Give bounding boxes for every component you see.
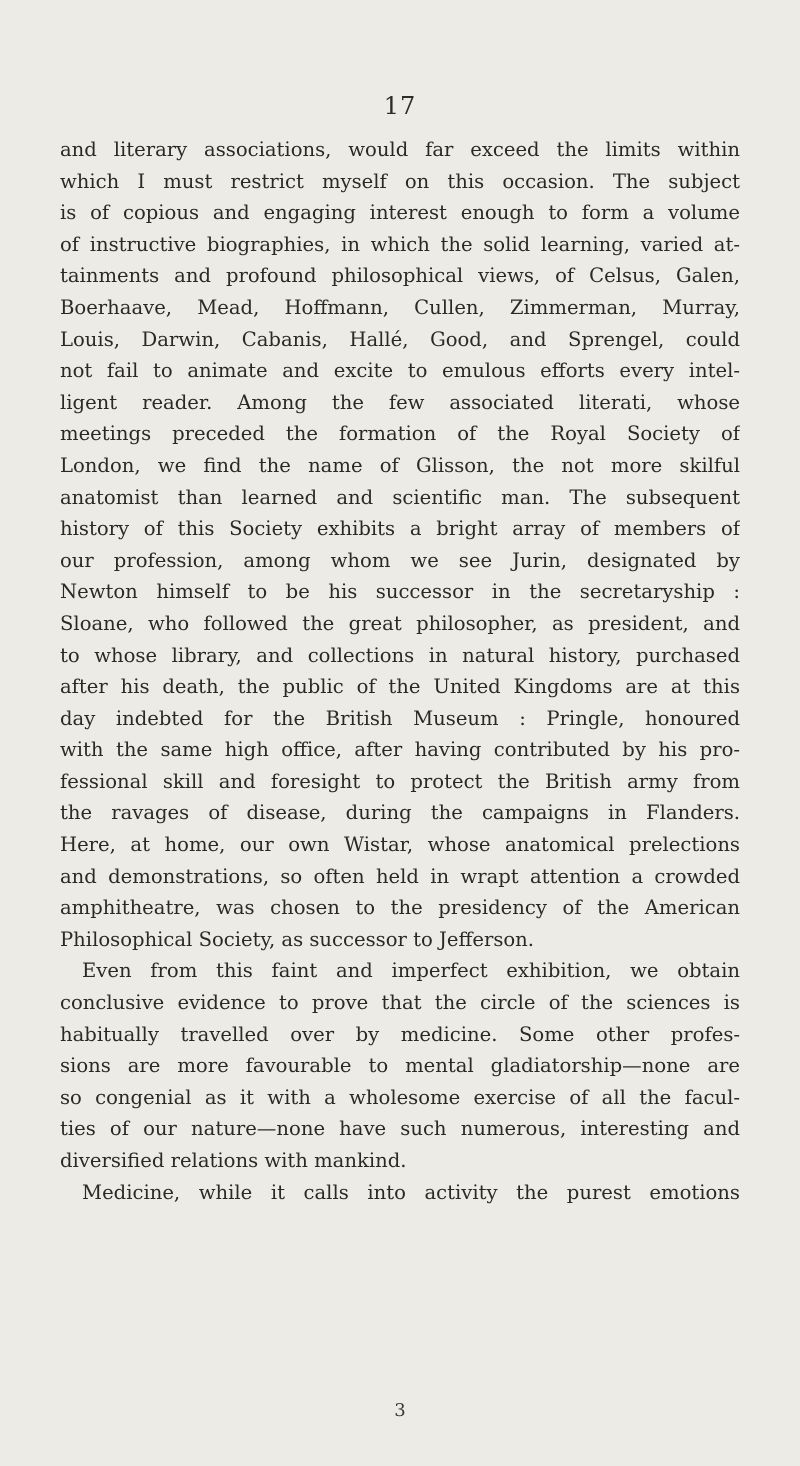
text-line: anatomist than learned and scientific man. The subsequent — [60, 485, 740, 509]
text-line: amphitheatre, was chosen to the presidency of the American — [60, 896, 740, 920]
text-line: Even from this faint and imperfect exhibition, we obtain — [82, 959, 740, 983]
text-line: of instructive biographies, in which the solid learning, varied at- — [60, 232, 740, 256]
text-line: Louis, Darwin, Cabanis, Hallé, Good, and Sprengel, could — [60, 327, 740, 351]
text-line: habitually travelled over by medicine. Some other profes- — [60, 1022, 740, 1046]
text-line: London, we find the name of Glisson, the not more skilful — [60, 453, 740, 477]
text-line: our profession, among whom we see Jurin, designated by — [60, 548, 740, 572]
page-number: 17 — [383, 92, 417, 120]
text-line: diversified relations with mankind. — [60, 1149, 407, 1172]
text-line: and literary associations, would far exceed the limits within — [60, 138, 740, 161]
text-line: and demonstrations, so often held in wrapt attention a crowded — [60, 864, 740, 888]
text-line: Sloane, who followed the great philosopher, as president, and — [60, 611, 740, 635]
text-line: after his death, the public of the United Kingdoms are at this — [60, 675, 740, 699]
text-line: to whose library, and collections in natural history, purchased — [60, 643, 740, 667]
body-text — [60, 134, 740, 1208]
text-line: sions are more favourable to mental gladiatorship—none are — [60, 1054, 740, 1078]
text-line: meetings preceded the formation of the Royal Society of — [60, 422, 740, 446]
text-line: history of this Society exhibits a bright array of members of — [60, 517, 740, 541]
signature-mark: 3 — [394, 1400, 406, 1421]
text-line: tainments and profound philosophical views, of Celsus, Galen, — [60, 264, 740, 288]
text-line: not fail to animate and excite to emulous efforts every intel- — [60, 359, 740, 383]
text-line: Medicine, while it calls into activity the purest emotions — [82, 1180, 740, 1204]
text-line: which I must restrict myself on this occasion. The subject — [60, 169, 740, 193]
text-line: Newton himself to be his successor in the secretaryship : — [60, 580, 740, 604]
text-line: is of copious and engaging interest enough to form a volume — [60, 201, 740, 225]
text-line: Boerhaave, Mead, Hoffmann, Cullen, Zimmerman, Murray, — [60, 295, 740, 319]
text-line: so congenial as it with a wholesome exercise of all the facul- — [60, 1085, 740, 1109]
text-line: Philosophical Society, as successor to Jefferson. — [60, 927, 535, 951]
text-line: day indebted for the British Museum : Pringle, honoured — [60, 706, 740, 730]
text-line: the ravages of disease, during the campaigns in Flanders. — [60, 801, 740, 825]
text-line: ties of our nature—none have such numerous, interesting and — [60, 1117, 740, 1141]
text-line: fessional skill and foresight to protect the British army from — [60, 769, 740, 793]
text-line: ligent reader. Among the few associated literati, whose — [60, 390, 740, 414]
text-line: Here, at home, our own Wistar, whose anatomical prelections — [60, 833, 740, 857]
text-line: with the same high office, after having contributed by his pro- — [60, 738, 740, 762]
text-line: conclusive evidence to prove that the circle of the sciences is — [60, 991, 740, 1015]
